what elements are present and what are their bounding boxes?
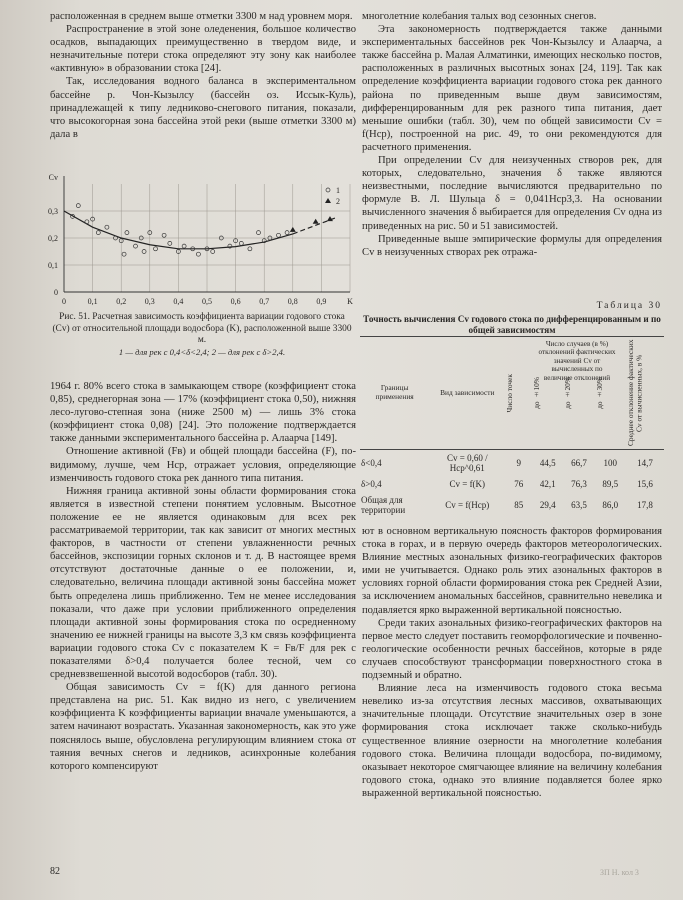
- accuracy-table: [360, 336, 664, 518]
- data-point-series-2: [290, 227, 296, 232]
- data-point-series-1: [76, 204, 80, 208]
- data-point-series-1: [256, 231, 260, 235]
- left-column-top-text: [50, 10, 356, 141]
- table-cell-p10: 44,5: [539, 458, 556, 468]
- table-cell-p20: 63,5: [571, 500, 587, 510]
- x-tick-label: 0,6: [230, 297, 241, 306]
- table-cell-p20: 76,3: [571, 479, 587, 489]
- figure-legend-text: 1 — для рек с 0,4<δ<2,4; 2 — для рек с δ>2,4.: [118, 346, 286, 357]
- data-point-series-1: [277, 233, 281, 237]
- left-column-bottom-text: [50, 380, 356, 773]
- data-point-series-1: [105, 225, 109, 229]
- data-point-series-1: [285, 231, 289, 235]
- legend-label-1: 1: [336, 186, 340, 195]
- paragraph: Так, исследования водного баланса в экспериментальном бассейне р. Чон-Кызылсу (бассейн оз. Иссык-Куль), принадлежащей к типу ледниково-снегового питания, показали, что высокогорная зона бассейна этой реки (выше отметки 3300 м) дала в: [50, 76, 356, 140]
- x-tick-label: 0,4: [173, 297, 184, 306]
- right-column-top-text: [362, 10, 662, 259]
- data-point-series-1: [182, 244, 186, 248]
- data-point-series-1: [248, 247, 252, 251]
- table-header-p30: до ±30%: [594, 377, 604, 409]
- table-cell-n: 9: [516, 458, 521, 468]
- data-point-series-1: [211, 250, 215, 254]
- data-point-series-1: [239, 241, 243, 245]
- table-row: [360, 476, 664, 492]
- data-point-series-1: [134, 244, 138, 248]
- data-point-series-2: [313, 219, 319, 224]
- table-cell-mean: 14,7: [637, 458, 653, 468]
- paragraph: Нижняя граница активной зоны области формирования стока является в известной степени понятием условным. Высотное положение ее не является одинаковым для всех рек рассматриваемой территории, так как зависит от многих местных факторов, в частности от степени увлажненности речных бассейнов, экспозиции горных склонов и т. д. В настоящее время отсутствуют достаточные данные о ее положении, и, следовательно, величина площади активной зоны бассейна может быть определена лишь приближенно. Тем не менее исследования показали, что даже при условии приближенного определения площади активной зоны формирования стока по осредненному значению ее нижней границы на высоте 3,3 км связь коэффициента вариации годового стока Cv с показателем K = Fв/F для рек с показателями δ>0,4 получается более тесной, чем со средневзвешенной высотой водосборов (табл. 30).: [50, 485, 356, 681]
- table-cell-range: δ>0,4: [361, 479, 382, 489]
- table-title: Точность вычисления Cv годового стока по дифференцированным и по общей зависимостям: [363, 314, 661, 335]
- table-header-p20: до ±20%: [563, 377, 573, 409]
- table-header-p10: до ±10%: [532, 377, 542, 409]
- x-tick-label: 0,8: [287, 297, 298, 306]
- table-cell-p20: 66,7: [571, 458, 587, 468]
- x-tick-label: 0,3: [144, 297, 155, 306]
- paragraph: ют в основном вертикальную поясность факторов формирования стока в горах, и в первую очередь факторов метеорологических. Влияние местных азональных физико-географических факторов ими не учитывается. Однако роль этих азональных факторов в условиях горной области формирования стока рек Средней Азии, за исключением аномальных бассейнов, сравнительно невелика и подавляется ярко выраженной вертикальной поясностью.: [362, 526, 662, 616]
- table-cell-p30: 86,0: [602, 500, 619, 510]
- table-number: Таблица 30: [596, 301, 662, 311]
- table-body: [360, 450, 664, 519]
- paragraph: 1964 г. 80% всего стока в замыкающем створе (коэффициент стока 0,85), среднегорная зона — 17% (коэффициент стока 0,50), нижняя лесо-лугово-степная зона (ниже 2500 м) — лишь 3% стока (коэффициент стока 0,08) [24]. Это положение подтверждается также данными экспериментального бассейна р. Алаарча [149].: [50, 381, 356, 445]
- figure-caption-text: Рис. 51. Расчетная зависимость коэффициента вариации годового стока (Cv) от относительной площади водосбора (K), расположенной выше 3300 м.: [52, 312, 352, 346]
- paragraph: Приведенные выше эмпирические формулы для определения Cv в неизученных створах рек отража-: [362, 233, 662, 258]
- y-tick-label: Cv: [48, 173, 58, 182]
- x-tick-label: 0: [62, 297, 66, 306]
- data-point-series-1: [196, 252, 200, 256]
- page-number: 82: [50, 866, 60, 877]
- data-point-series-1: [168, 241, 172, 245]
- table-cell-p30: 89,5: [602, 479, 619, 489]
- table-cell-n: 76: [514, 479, 524, 489]
- data-point-series-1: [122, 252, 126, 256]
- table-header-mean: Среднее отклонение фактических Cv от вычисленных, в %: [625, 339, 644, 447]
- data-point-series-1: [125, 231, 129, 235]
- y-tick-label: 0,2: [48, 234, 58, 243]
- x-tick-label: 0,9: [316, 297, 327, 306]
- table-cell-formula: Cv = f(K): [449, 479, 486, 489]
- paragraph: расположенная в среднем выше отметки 3300 м над уровнем моря.: [50, 11, 353, 22]
- table-cell-n: 85: [514, 500, 524, 510]
- figure-51-chart: [40, 170, 362, 310]
- paragraph: Отношение активной (Fв) и общей площади бассейна (F), по-видимому, лучше, чем Hср, отражает условия, определяющие изменчивость годового стока рек данного типа питания.: [50, 446, 356, 484]
- table-header-count: Число точек: [505, 373, 515, 413]
- x-tick-label: 0,5: [202, 297, 212, 306]
- table-cell-formula: Cv = 0,60 / Hср^0,61: [446, 453, 488, 473]
- x-tick-label: K: [347, 297, 353, 306]
- table-cell-range: δ<0,4: [361, 458, 382, 468]
- footer-stamp: ЗП Н. кол 3: [600, 868, 639, 877]
- legend-marker-1: [326, 188, 330, 192]
- table-cell-mean: 15,6: [637, 479, 653, 489]
- y-tick-label: 0: [54, 288, 58, 297]
- data-point-series-1: [142, 250, 146, 254]
- x-tick-label: 0,1: [87, 297, 98, 306]
- data-point-series-1: [154, 247, 158, 251]
- data-point-series-1: [85, 220, 89, 224]
- paragraph: многолетние колебания талых вод сезонных снегов.: [362, 11, 597, 22]
- table-header-formula: Вид зависимости: [429, 337, 505, 450]
- x-tick-label: 0,2: [116, 297, 127, 306]
- table-cell-p30: 100: [603, 458, 618, 468]
- paragraph: Влияние леса на изменчивость годового стока весьма невелико из-за отсутствия лесных массивов, охватывающих значительные площади. Отсутствие значительных озер в зоне формирования стока исключает также сколько-нибудь существенное влияние озерности на многолетние колебания годового стока. Величина площади водосбора, по-видимому, оказывает некоторое смягчающее влияние на величину колебания годового стока, однако это влияние подавляется более ярко выраженной вертикальной поясностью.: [362, 683, 662, 799]
- paragraph: Среди таких азональных физико-географических факторов на первое место следует поставить геоморфологические и почвенно-геологические особенности речных бассейнов, которые в ряде случаев способствуют трансформации поверхностного стока в подземный и обратно.: [362, 617, 662, 682]
- right-column-bottom-text: [362, 525, 662, 800]
- table-cell-range: Общая для территории: [361, 495, 406, 515]
- table-cell-p10: 42,1: [539, 479, 556, 489]
- paragraph: Распространение в этой зоне оледенения, большое количество осадков, выпадающих преимущественно в твердом виде, и незначительные потери стока определяют эту зону как наиболее «активную» в образовании стока [24].: [50, 24, 356, 75]
- legend-marker-2: [325, 198, 331, 203]
- x-tick-label: 0,7: [259, 297, 270, 306]
- table-row: [360, 492, 664, 518]
- table-cell-p10: 29,4: [539, 500, 556, 510]
- figure-caption: [52, 312, 352, 358]
- paragraph: При определении Cv для неизученных створов рек, для которых, следовательно, значения δ также являются неизвестными, последние вычисляются предварительно по формуле В. Л. Шульца δ = 0,041Hср3,3. На основании вычисленного значения δ выбирается для определения Cv одна из приведенных на рис. 50 и 51 зависимостей.: [362, 155, 662, 232]
- paragraph: Эта закономерность подтверждается также данными экспериментальных бассейнов рек Чон-Кызылсу и Алаарча, а также бассейна р. Малая Алматинки, имеющих несколько постов, расположенных в различных высотных зонах [24, 119]. Так как определение коэффициента вариации годового стока рек данного района по приведенным выше двум зависимостям, дифференцированным для рек разного типа питания, дает меньшие ошибки (табл. 30), чем по общей зависимости Cv = f(Hср), построенной на рис. 49, то они рекомендуются для расчетного применения.: [362, 24, 662, 153]
- y-tick-label: 0,1: [48, 261, 58, 270]
- y-tick-label: 0,3: [48, 207, 58, 216]
- data-point-series-1: [96, 231, 100, 235]
- table-heading: [362, 301, 662, 336]
- table-cell-formula: Cv = f(Hср): [445, 500, 490, 510]
- legend-label-2: 2: [336, 197, 340, 206]
- paragraph: Общая зависимость Cv = f(K) для данного региона представлена на рис. 51. Как видно из него, с увеличением коэффициента K коэффициенты вариации вначале уменьшаются, а затем начинают возрастать. Указанная закономерность, как это уже пояснялось выше, обусловлена регулирующим влиянием стока от таяния вечных снегов и ледников, асинхронные колебания которого компенсируют: [50, 682, 356, 772]
- table-cell-mean: 17,8: [637, 500, 653, 510]
- table-header-range: Границы применения: [360, 337, 429, 450]
- table-header-share-group: Число случаев (в %) отклонений фактических значений Cv от вычисленных по величине отклонений: [538, 340, 616, 382]
- table-row: [360, 450, 664, 477]
- data-point-series-1: [162, 233, 166, 237]
